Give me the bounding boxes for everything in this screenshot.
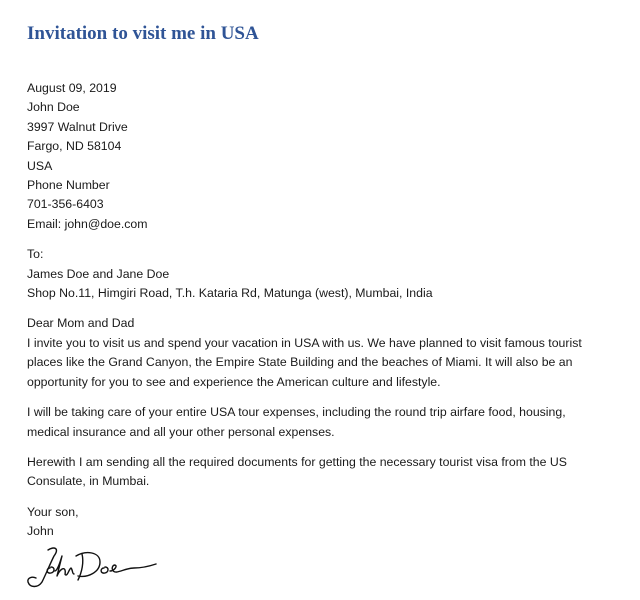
spacer bbox=[27, 234, 617, 245]
paragraph-line: I will be taking care of your entire USA tour expenses, including the round trip airfare food, housing, bbox=[27, 405, 566, 420]
paragraph-expenses bbox=[27, 403, 617, 442]
paragraph-invitation bbox=[27, 334, 617, 392]
recipient-block bbox=[27, 245, 617, 303]
sender-country: USA bbox=[27, 158, 53, 173]
closing-block bbox=[27, 503, 617, 542]
sender-name: John Doe bbox=[27, 100, 80, 115]
letter-body bbox=[27, 79, 617, 542]
spacer bbox=[27, 303, 617, 314]
salutation: Dear Mom and Dad bbox=[27, 316, 135, 331]
recipient-names: James Doe and Jane Doe bbox=[27, 266, 170, 281]
sender-address-line2: Fargo, ND 58104 bbox=[27, 139, 122, 154]
paragraph-line: Consulate, in Mumbai. bbox=[27, 474, 150, 489]
sender-address-line1: 3997 Walnut Drive bbox=[27, 119, 128, 134]
sender-phone: 701-356-6403 bbox=[27, 197, 104, 212]
sender-block bbox=[27, 79, 617, 234]
salutation-block bbox=[27, 314, 617, 333]
paragraph-line: places like the Grand Canyon, the Empire State Building and the beaches of Miami. It will also be an bbox=[27, 355, 573, 370]
paragraph-line: medical insurance and all your other personal expenses. bbox=[27, 424, 335, 439]
sender-email: Email: john@doe.com bbox=[27, 216, 148, 231]
spacer bbox=[27, 392, 617, 403]
closing: Your son, bbox=[27, 504, 79, 519]
letter-date: August 09, 2019 bbox=[27, 81, 117, 95]
recipient-to-label: To: bbox=[27, 247, 44, 262]
document-title: Invitation to visit me in USA bbox=[27, 23, 259, 44]
paragraph-line: Herewith I am sending all the required documents for getting the necessary tourist visa from the US bbox=[27, 454, 567, 469]
recipient-address: Shop No.11, Himgiri Road, T.h. Kataria Rd, Matunga (west), Mumbai, India bbox=[27, 286, 433, 301]
signature-image bbox=[24, 544, 159, 592]
paragraph-line: opportunity for you to see and experience the American culture and lifestyle. bbox=[27, 374, 441, 389]
spacer bbox=[27, 492, 617, 503]
closing-name: John bbox=[27, 524, 54, 539]
paragraph-line: I invite you to visit us and spend your vacation in USA with us. We have planned to visit famous tourist bbox=[27, 335, 582, 350]
paragraph-documents bbox=[27, 453, 617, 492]
sender-phone-label: Phone Number bbox=[27, 178, 110, 193]
spacer bbox=[27, 442, 617, 453]
